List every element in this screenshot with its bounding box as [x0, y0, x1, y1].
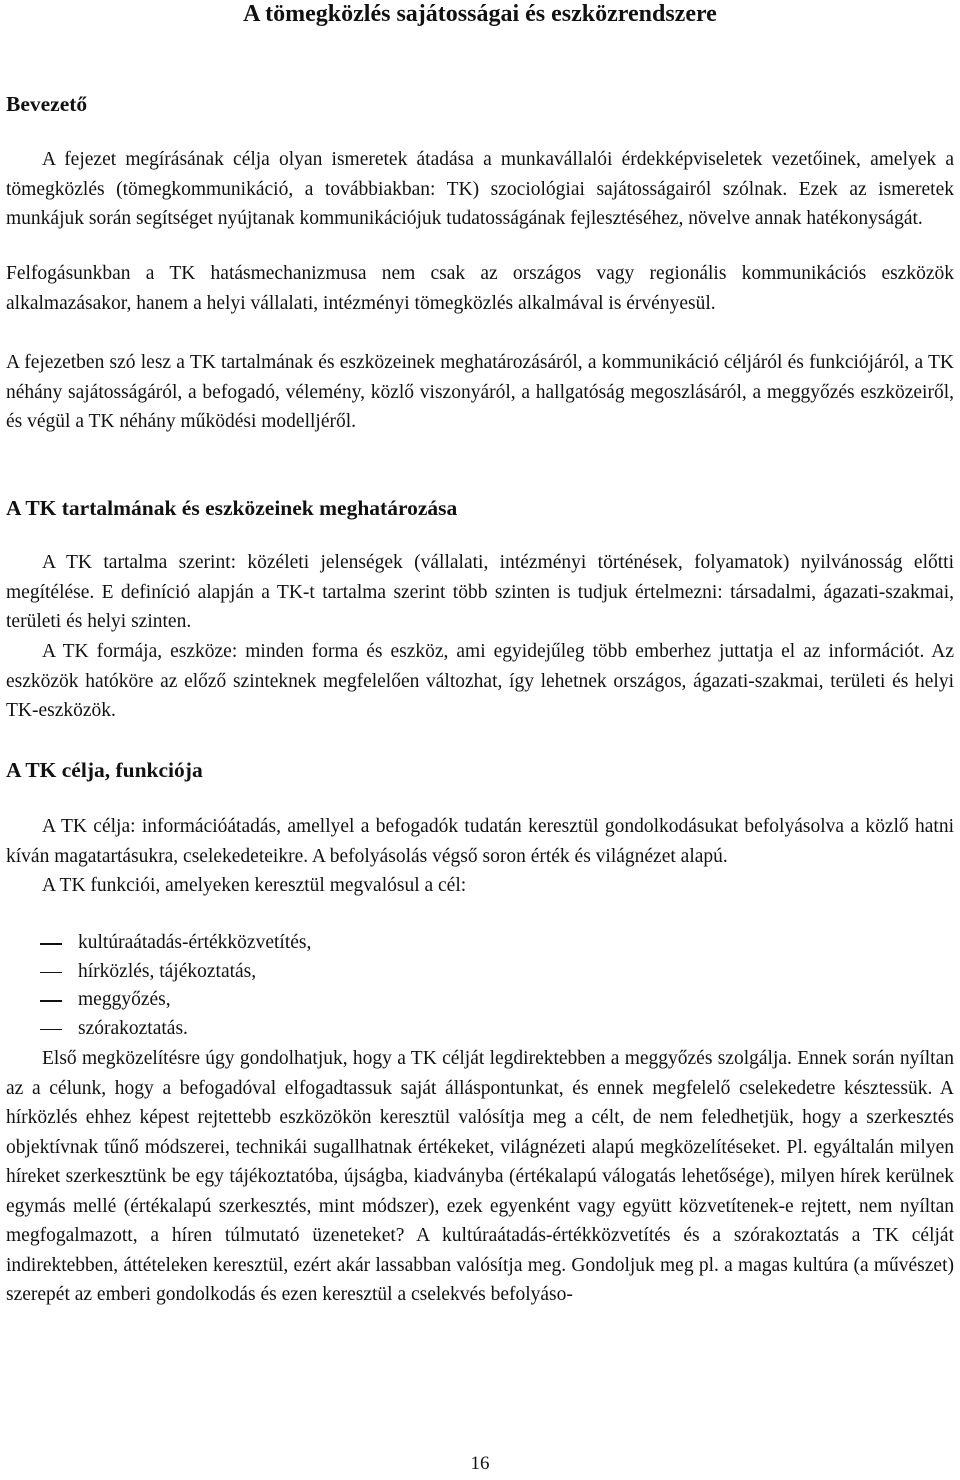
content-paragraph-1: A TK tartalma szerint: közéleti jelenségek (vállalati, intézményi történések, folyamatok) nyilvánosság előtti megítélése. E definíció alapján a TK-t tartalma szerint több szinten is tudjuk értelmezni: társadalmi, ágazati-szakmai, területi és helyi szinten. [6, 552, 954, 632]
dash-bullet-icon [40, 1029, 62, 1031]
intro-paragraph-1: A fejezet megírásának célja olyan ismeretek átadása a munkavállalói érdekképviseletek vezetőinek, amelyek a tömegközlés (tömegkommunikáció, a továbbiakban: TK) szociológiai sajátosságairól szólnak. Ezek az ismeretek munkájuk során segítséget nyújtanak kommunikációjuk tudatosságának fejlesztéséhez, növelve annak hatékonyságát. [6, 149, 954, 229]
list-item-text: hírközlés, tájékoztatás, [78, 960, 257, 982]
dash-bullet-icon [40, 972, 62, 974]
intro-paragraph-3: A fejezetben szó lesz a TK tartalmának és eszközeinek meghatározásáról, a kommunikáció céljáról és funkciójáról, a TK néhány sajátosságáról, a befogadó, vélemény, közlő viszonyáról, a hallgatóság megoszlásáról, a meggyőzés eszközeiről, és végül a TK néhány működési modelljéről. [6, 352, 954, 432]
list-item-text: kultúraátadás-értékközvetítés, [78, 932, 312, 953]
list-item-text: szórakoztatás. [78, 1017, 188, 1039]
dash-bullet-icon [40, 943, 62, 945]
dash-bullet-icon [40, 1000, 62, 1002]
goal-paragraph-3: Első megközelítésre úgy gondolhatjuk, hogy a TK célját legdirektebben a meggyőzés szolgálja. Ennek során nyíltan az a célunk, hogy a befogadóval elfogadtassuk saját álláspontunkat, és ennek megfelelő cselekedetre késztessük. A hírközlés ehhez képest rejtettebb eszközökön keresztül valósítja meg a célt, de nem feledhetjük, hogy a szerkesztés objektívnak tűnő módszerei, technikái sugallhatnak értékeket, világnézeti alapú megközelítéseket. Pl. egyáltalán milyen híreket szerkesztünk be egy tájékoztatóba, újságba, kiadványba (értékalapú válogatás lehetősége), milyen hírek kerülnek egymás mellé (értékalapú szerkesztés, mint módszer), ezek egyenként vagy együtt közvetítenek-e rejtett, nem nyíltan megfogalmazott, a híren túlmutató üzeneteket? A kultúraátadás-értékközvetítés és a szórakoztatás a TK célját indirektebben, áttételeken keresztül, ezért akár lassabban valósítja meg. Gondoljuk meg pl. a magas kultúra (a művészet) szerepét az emberi gondolkodás és ezen keresztül a cselekvés befolyáso- [6, 1048, 954, 1305]
function-list [6, 929, 311, 1043]
list-item [6, 929, 311, 958]
goal-paragraph-2: A TK funkciói, amelyeken keresztül megvalósul a cél: [42, 875, 467, 896]
section-heading-goal: A TK célja, funkciója [6, 758, 203, 782]
list-item [6, 958, 311, 987]
section-heading-intro: Bevezető [6, 92, 88, 116]
intro-paragraph-2: Felfogásunkban a TK hatásmechanizmusa nem csak az országos vagy regionális kommunikációs eszközök alkalmazásakor, hanem a helyi vállalati, intézményi tömegközlés alkalmával is érvényesül. [6, 263, 954, 314]
goal-paragraph-1: A TK célja: információátadás, amellyel a befogadók tudatán keresztül gondolkodásukat befolyásolva a közlő hatni kíván magatartásukra, cselekedeteikre. A befolyásolás végső soron érték és világnézet alapú. [6, 816, 954, 867]
page-number: 16 [470, 1453, 490, 1474]
list-item-text: meggyőzés, [78, 989, 171, 1010]
document-page [6, 0, 954, 1480]
list-item [6, 986, 311, 1015]
page-title: A tömegközlés sajátosságai és eszközrendszere [243, 1, 717, 27]
list-item [6, 1015, 311, 1044]
section-heading-content: A TK tartalmának és eszközeinek meghatározása [6, 496, 458, 520]
content-paragraph-2: A TK formája, eszköze: minden forma és eszköz, ami egyidejűleg több emberhez juttatja el az információt. Az eszközök hatóköre az előző szinteknek megfelelően változhat, így lehetnek országos, ágazati-szakmai, területi és helyi TK-eszközök. [6, 641, 954, 721]
